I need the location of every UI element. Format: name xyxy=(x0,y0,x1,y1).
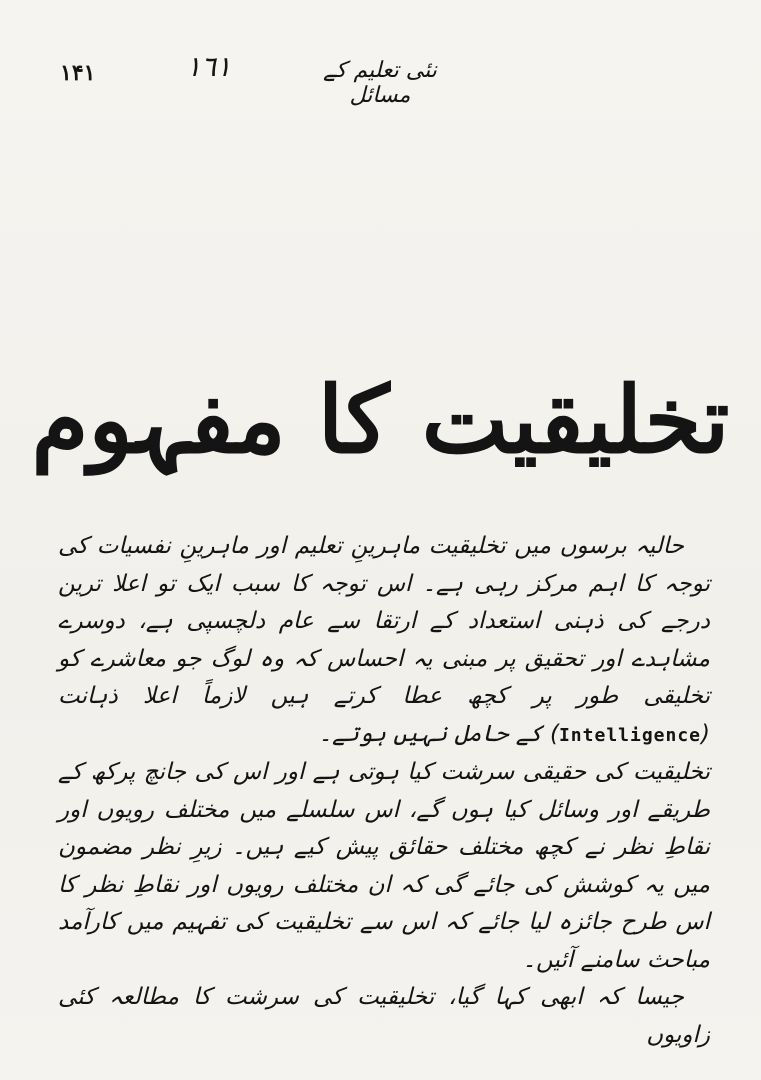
chapter-title: تخلیقیت کا مفہوم xyxy=(31,366,730,474)
running-title: نئی تعلیم کے مسائل xyxy=(323,58,437,108)
page-header xyxy=(0,50,761,108)
body-text xyxy=(58,528,710,1054)
english-term: Intelligence xyxy=(558,724,702,746)
paragraph-2: تخلیقیت کی حقیقی سرشت کیا ہوتی ہے اور اس کی جانچ پرکھ کے طریقے اور وسائل کیا ہوں گے، اس سلسلے میں مختلف رویوں اور نقاطِ نظر نے کچھ مختلف حقائق پیش کیے ہیں۔ زیرِ نظر مضمون میں یہ کوشش کی جائے گی کہ ان مختلف رویوں اور نقاطِ نظر کا اس طرح جائزہ لیا جائے کہ اس سے تخلیقیت کی تفہیم میں کارآمد مباحث سامنے آئیں۔ xyxy=(58,759,710,973)
handwritten-page-number: ١٦١ xyxy=(186,50,232,83)
paragraph-1-text-a: حالیہ برسوں میں تخلیقیت ماہرینِ تعلیم اور ماہرینِ نفسیات کی توجہ کا اہم مرکز رہی ہے۔ اس توجہ کا سبب ایک تو اعلا ترین درجے کی ذہنی استعداد کے ارتقا سے عام دلچسپی ہے، دوسرے مشاہدے اور تحقیق پر مبنی یہ احساس کہ وہ لوگ جو معاشرے کو تخلیقی طور پر کچھ عطا کرتے ہیں لازماً اعلا ذہانت ( xyxy=(58,533,710,747)
paragraph-3: جیسا کہ ابھی کہا گیا، تخلیقیت کی سرشت کا مطالعہ کئی زاویوں xyxy=(58,984,710,1048)
printed-page-number: ۱۴۱ xyxy=(60,60,96,86)
paragraph-1 xyxy=(58,528,710,754)
paragraph-1-text-b: ) کے حامل نہیں ہوتے۔ xyxy=(318,720,559,747)
